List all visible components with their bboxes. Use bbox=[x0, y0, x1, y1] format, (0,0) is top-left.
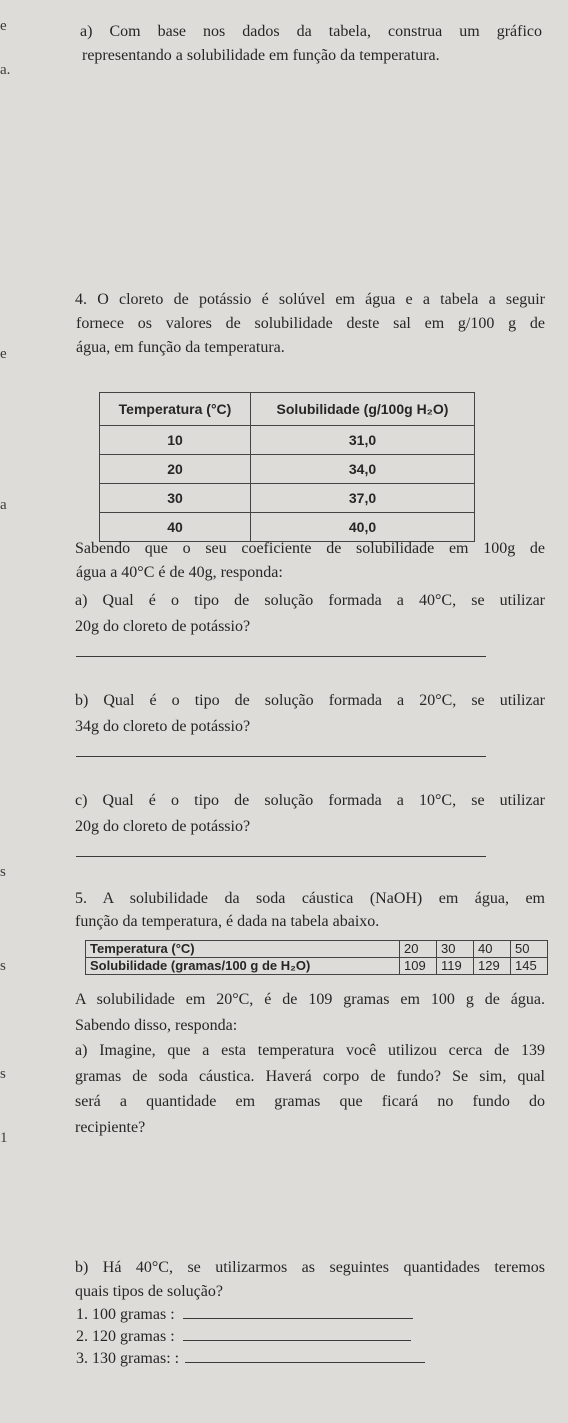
text-line: b) Há 40°C, se utilizarmos as seguintes quantidades teremos bbox=[75, 1259, 545, 1276]
text-line: 20g do cloreto de potássio? bbox=[75, 818, 251, 835]
question-5-body bbox=[75, 987, 545, 1140]
table-cell: 30 bbox=[437, 941, 474, 958]
table-cell: 119 bbox=[437, 958, 474, 975]
text-line: a) Com base nos dados da tabela, construa um gráfico bbox=[80, 23, 542, 40]
list-item bbox=[76, 1348, 425, 1370]
table-cell: 30 bbox=[100, 484, 251, 513]
table-row bbox=[100, 455, 475, 484]
text-line: 34g do cloreto de potássio? bbox=[75, 718, 251, 735]
table-row bbox=[86, 958, 548, 975]
margin-letter: 1 bbox=[0, 1130, 8, 1146]
margin-letter: e bbox=[0, 346, 7, 362]
table-row bbox=[86, 941, 548, 958]
margin-letter: a. bbox=[0, 62, 11, 78]
table-row bbox=[100, 484, 475, 513]
question-4a bbox=[75, 588, 545, 640]
text-line: representando a solubilidade em função da temperatura. bbox=[82, 47, 440, 64]
text-line: b) Qual é o tipo de solução formada a 20°C, se utilizar bbox=[75, 692, 545, 709]
margin-letter: s bbox=[0, 958, 6, 974]
table-cell: 40 bbox=[474, 941, 511, 958]
solubility-table-kcl bbox=[99, 392, 475, 542]
table-cell: 40,0 bbox=[251, 513, 475, 542]
text-line: Sabendo disso, responda: bbox=[75, 1016, 238, 1034]
text-line: água a 40°C é de 40g, responda: bbox=[76, 564, 283, 581]
table-cell: 40 bbox=[100, 513, 251, 542]
text-line: recipiente? bbox=[75, 1118, 146, 1136]
table-cell: 20 bbox=[100, 455, 251, 484]
quantity-list bbox=[76, 1304, 425, 1370]
text-line: será a quantidade em gramas que ficará no fundo do bbox=[75, 1093, 545, 1110]
margin-letter: e bbox=[0, 18, 7, 34]
answer-line-4a[interactable] bbox=[76, 656, 486, 657]
text-line: Sabendo que o seu coeficiente de solubilidade em 100g de bbox=[75, 540, 545, 557]
table-cell: 129 bbox=[474, 958, 511, 975]
text-line: gramas de soda cáustica. Haverá corpo de fundo? Se sim, qual bbox=[75, 1067, 545, 1085]
table-cell: 50 bbox=[511, 941, 548, 958]
text-line: fornece os valores de solubilidade deste sal em g/100 g de bbox=[76, 315, 545, 332]
list-item-label: 2. 120 gramas : bbox=[76, 1328, 175, 1345]
text-line: 4. O cloreto de potássio é solúvel em água e a tabela a seguir bbox=[75, 291, 545, 308]
list-item-label: 3. 130 gramas: : bbox=[76, 1350, 180, 1367]
list-item bbox=[76, 1304, 425, 1326]
table-row bbox=[100, 426, 475, 455]
list-item bbox=[76, 1326, 425, 1348]
question-4-intro bbox=[75, 537, 545, 585]
solubility-table-naoh bbox=[85, 940, 548, 975]
table-header: Solubilidade (gramas/100 g de H₂O) bbox=[86, 958, 400, 975]
question-4b bbox=[75, 688, 545, 740]
text-line: água, em função da temperatura. bbox=[76, 339, 285, 356]
question-4c bbox=[75, 788, 545, 840]
answer-line-4b[interactable] bbox=[76, 756, 486, 757]
table-cell: 109 bbox=[400, 958, 437, 975]
question-4 bbox=[75, 288, 545, 360]
table-cell: 31,0 bbox=[251, 426, 475, 455]
answer-blank[interactable] bbox=[185, 1348, 425, 1363]
text-line: 5. A solubilidade da soda cáustica (NaOH) em água, em bbox=[75, 890, 545, 907]
margin-letter: a bbox=[0, 497, 7, 513]
margin-letter: s bbox=[0, 1066, 6, 1082]
text-line: 20g do cloreto de potássio? bbox=[75, 618, 251, 635]
answer-blank[interactable] bbox=[183, 1304, 413, 1319]
table-header: Temperatura (°C) bbox=[100, 393, 251, 426]
question-5b bbox=[75, 1256, 545, 1304]
margin-letter: s bbox=[0, 864, 6, 880]
text-line: função da temperatura, é dada na tabela abaixo. bbox=[75, 913, 380, 930]
text-line: A solubilidade em 20°C, é de 109 gramas em 100 g de água. bbox=[75, 991, 545, 1008]
text-line: a) Imagine, que a esta temperatura você utilizou cerca de 139 bbox=[75, 1042, 545, 1059]
table-header: Temperatura (°C) bbox=[86, 941, 400, 958]
table-cell: 20 bbox=[400, 941, 437, 958]
list-item-label: 1. 100 gramas : bbox=[76, 1306, 175, 1323]
question-5 bbox=[75, 887, 545, 933]
answer-blank[interactable] bbox=[183, 1326, 411, 1341]
table-header: Solubilidade (g/100g H₂O) bbox=[251, 393, 475, 426]
question-3a bbox=[80, 20, 542, 68]
text-line: c) Qual é o tipo de solução formada a 10°C, se utilizar bbox=[75, 792, 545, 809]
table-cell: 34,0 bbox=[251, 455, 475, 484]
text-line: a) Qual é o tipo de solução formada a 40°C, se utilizar bbox=[75, 592, 545, 609]
table-cell: 37,0 bbox=[251, 484, 475, 513]
answer-line-4c[interactable] bbox=[76, 856, 486, 857]
table-cell: 145 bbox=[511, 958, 548, 975]
text-line: quais tipos de solução? bbox=[75, 1283, 223, 1300]
table-cell: 10 bbox=[100, 426, 251, 455]
